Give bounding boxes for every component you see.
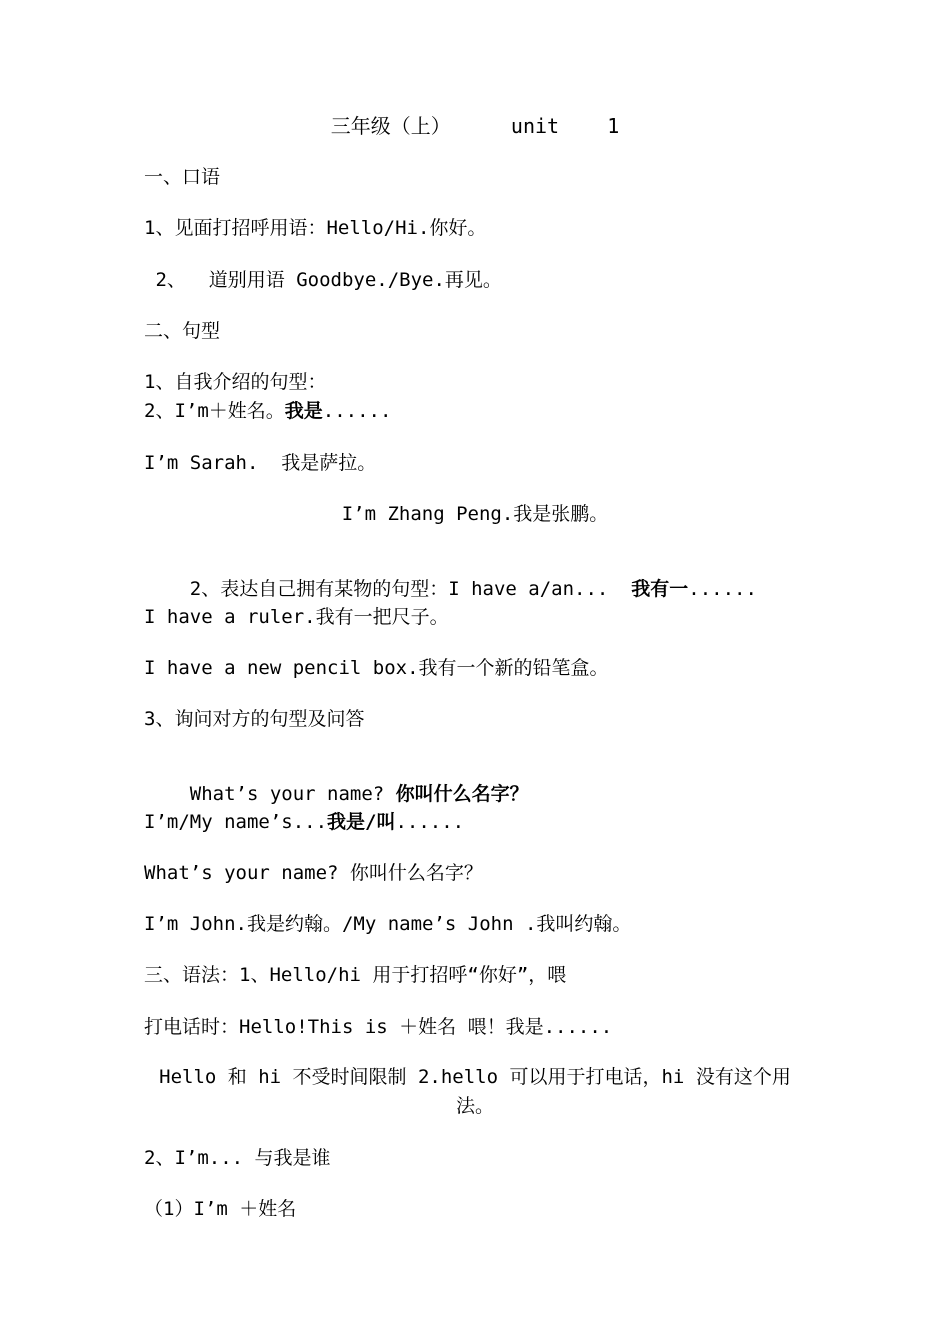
bold-text-segment: 我有一 [631,578,689,600]
section-heading-sentence-patterns: 二、句型 [144,320,221,342]
text-line: 打电话时：Hello!This is ＋姓名 喂！我是...... [144,1016,613,1038]
text-segment: I’m/My name’s... [144,811,328,833]
wrapped-paragraph: Hello 和 hi 不受时间限制 2.hello 可以用于打电话，hi 没有这个用法。 [159,1066,791,1117]
text-segment: ...... [688,578,757,600]
text-line: I have a ruler.我有一把尺子。 [144,606,449,628]
text-line: 1、自我介绍的句型： [144,371,327,393]
text-line: 2、I’m... 与我是谁 [144,1147,331,1169]
bold-text-segment: 你叫什么名字？ [395,783,529,805]
bold-text-segment: 我是 [284,400,323,422]
text-line: 2、 道别用语 Goodbye./Bye.再见。 [144,269,502,291]
text-line [144,810,464,834]
text-line: （1）I’m ＋姓名 [144,1198,297,1220]
text-line: 1、见面打招呼用语：Hello/Hi.你好。 [144,217,487,239]
text-segment: 2、表达自己拥有某物的句型：I have a/an... [189,578,632,600]
text-line: I’m John.我是约翰。/My name’s John .我叫约翰。 [144,913,632,935]
text-line: 3、询问对方的句型及问答 [144,708,365,730]
text-segment: ...... [322,400,392,422]
text-line: What’s your name? 你叫什么名字？ [144,862,483,884]
page-title: 三年级（上） unit 1 [330,114,620,138]
text-line [144,399,391,423]
text-segment: ...... [395,811,465,833]
section-heading-grammar: 三、语法：1、Hello/hi 用于打招呼“你好”，喂 [144,964,567,986]
text-segment: What’s your name? [189,783,396,805]
bold-text-segment: 我是/叫 [327,811,396,833]
text-line: I have a new pencil box.我有一个新的铅笔盒。 [144,657,609,679]
section-heading-oral: 一、口语 [144,166,221,188]
text-segment: 2、I’m＋姓名。 [144,400,285,422]
text-line-centered: I’m Zhang Peng.我是张鹏。 [341,503,609,525]
text-line: I’m Sarah. 我是萨拉。 [144,452,377,474]
